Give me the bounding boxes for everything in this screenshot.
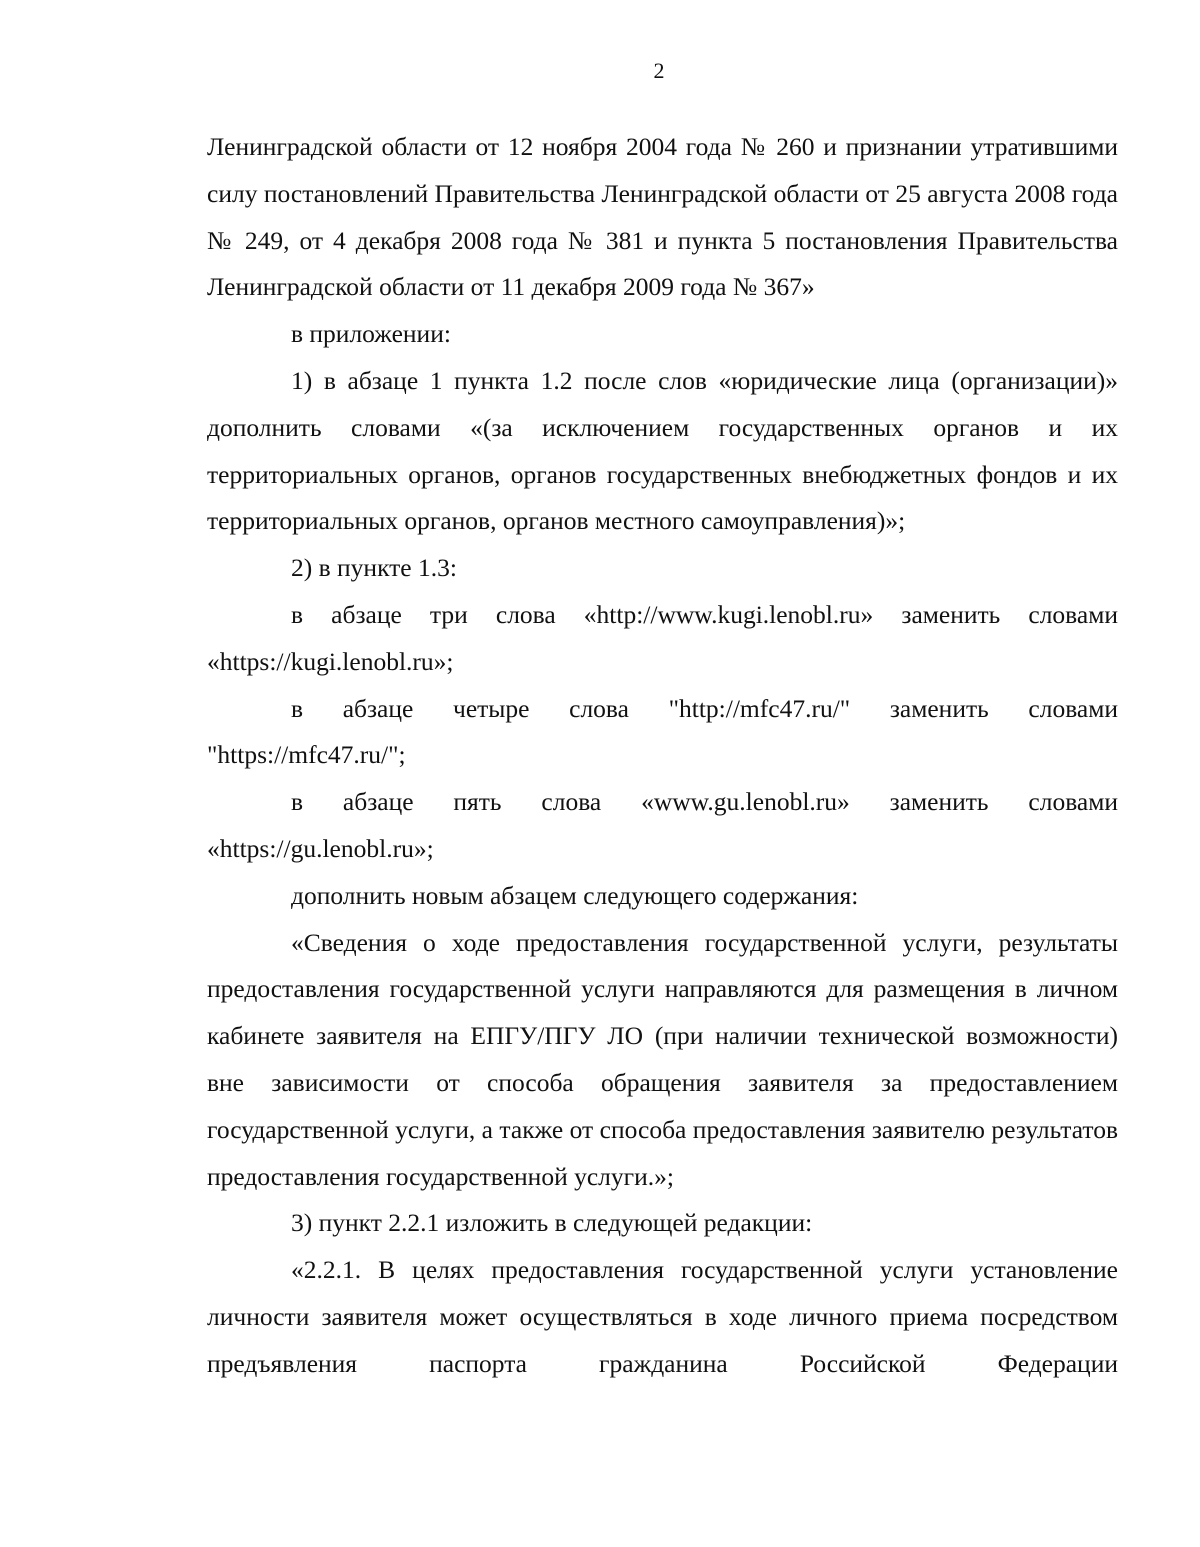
paragraph-item-2: 2) в пункте 1.3: <box>291 553 457 583</box>
paragraph-item-2-abzac-5: в абзаце пять слова «www.gu.lenobl.ru» заменить словами «https://gu.lenobl.ru»; <box>207 787 1118 863</box>
paragraph-item-2-abzac-4: в абзаце четыре слова "http://mfc47.ru/" заменить словами "https://mfc47.ru/"; <box>207 693 1118 770</box>
paragraph-quoted-2-2-1: «2.2.1. В целях предоставления государственной услуги установление личности заявителя может осуществляться в ходе личного приема посредством предъявления паспорта гражданина Российской Федерации <box>207 1255 1118 1378</box>
paragraph-item-3: 3) пункт 2.2.1 изложить в следующей редакции: <box>291 1208 813 1238</box>
document-body <box>207 124 1118 1388</box>
paragraph-item-1: 1) в абзаце 1 пункта 1.2 после слов «юридические лица (организации)» дополнить словами «(за исключением государственных органов и их территориальных органов, органов государственных внебюджетных фондов и их территориальных органов, органов местного самоуправления)»; <box>207 365 1118 536</box>
paragraph-quoted-info: «Сведения о ходе предоставления государственной услуги, результаты предоставления государственной услуги направляются для размещения в личном кабинете заявителя на ЕПГУ/ПГУ ЛО (при наличии технической возможности) вне зависимости от способа обращения заявителя за предоставлением государственной услуги, а также от способа предоставления заявителю результатов предоставления государственной услуги.»; <box>207 927 1118 1191</box>
paragraph-in-appendix: в приложении: <box>291 319 451 349</box>
paragraph-item-2-abzac-3: в абзаце три слова «http://www.kugi.lenobl.ru» заменить словами «https://kugi.lenobl.ru»; <box>207 599 1118 676</box>
paragraph-preamble-continuation: Ленинградской области от 12 ноября 2004 года № 260 и признании утратившими силу постановлений Правительства Ленинградской области от 25 августа 2008 года № 249, от 4 декабря 2008 года № 381 и пункта 5 постановления Правительства Ленинградской области от 11 декабря 2009 года № 367» <box>207 132 1118 302</box>
page-number: 2 <box>653 58 665 83</box>
paragraph-item-2-new-abzac: дополнить новым абзацем следующего содержания: <box>291 880 859 910</box>
